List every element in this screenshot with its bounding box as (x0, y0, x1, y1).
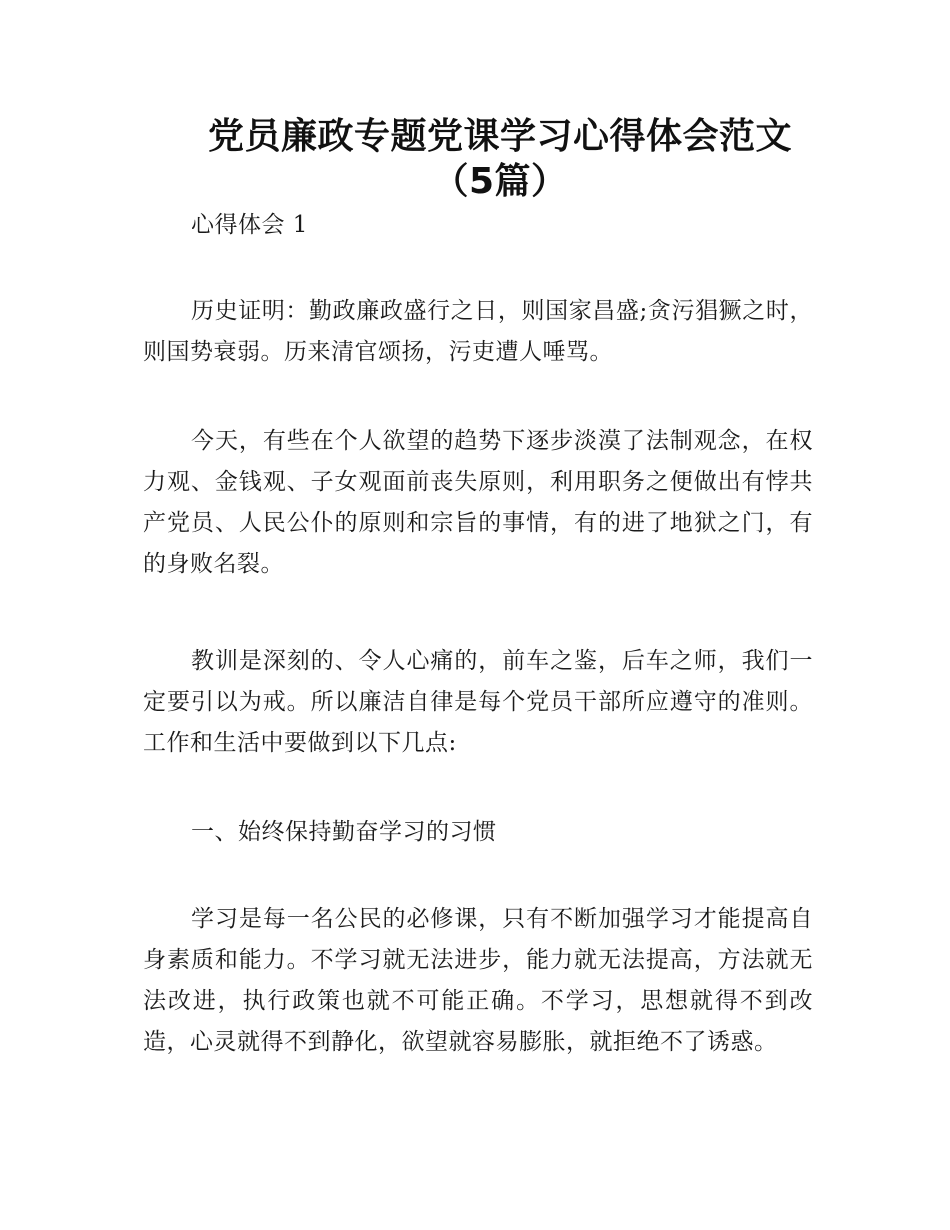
document-title: 党员廉政专题党课学习心得体会范文 (207, 116, 792, 157)
paragraph-3: 教训是深刻的、令人心痛的，前车之鉴，后车之师，我们一定要引以为戒。所以廉洁自律是每个党员干部所应遵守的准则。工作和生活中要做到以下几点: (143, 648, 813, 756)
paragraph-2: 今天，有些在个人欲望的趋势下逐步淡漠了法制观念，在权力观、金钱观、子女观面前丧失原则，利用职务之便做出有悖共产党员、人民公仆的原则和宗旨的事情，有的进了地狱之门，有的身败名裂。 (143, 428, 813, 577)
paragraph-1: 历史证明：勤政廉政盛行之日，则国家昌盛;贪污猖獗之时，则国势衰弱。历来清官颂扬，污吏遭人唾骂。 (143, 298, 813, 365)
document-title-count: （5篇） (432, 161, 568, 202)
section-label: 心得体会 1 (191, 212, 308, 238)
section-heading-1: 一、始终保持勤奋学习的习惯 (191, 819, 497, 845)
paragraph-4: 学习是每一名公民的必修课，只有不断加强学习才能提高自身素质和能力。不学习就无法进步，能力就无法提高，方法就无法改进，执行政策也就不可能正确。不学习，思想就得不到改造，心灵就得不到静化，欲望就容易膨胀，就拒绝不了诱惑。 (143, 906, 813, 1055)
